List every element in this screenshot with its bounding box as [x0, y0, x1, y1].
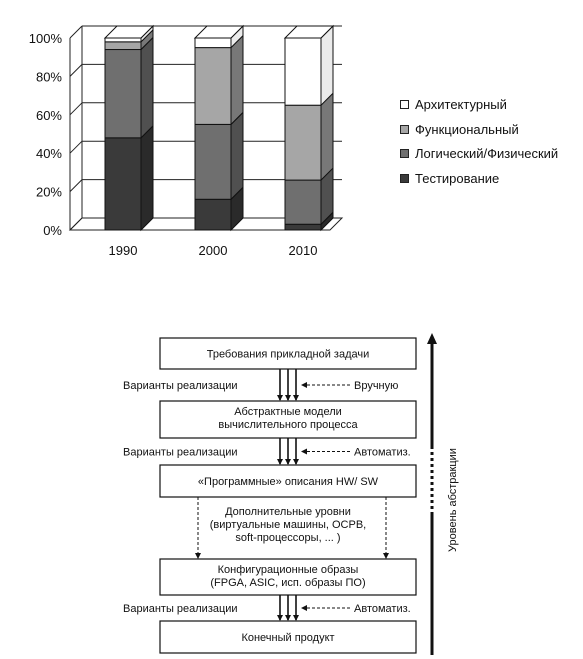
box-label: Абстрактные модели — [234, 406, 342, 418]
right-label: Вручную — [354, 380, 399, 392]
left-label: Варианты реализации — [123, 380, 238, 392]
y-tick-label: 40% — [35, 146, 62, 162]
middle-text: (виртуальные машины, ОСРВ, — [209, 519, 367, 531]
gridline-side — [70, 180, 82, 192]
bar-segment-1990-3 — [105, 38, 141, 42]
legend-label: Тестирование — [415, 170, 500, 186]
bar-segment-2000-0 — [195, 199, 231, 230]
y-tick-label: 100% — [28, 31, 62, 46]
axis-arrowhead — [427, 333, 437, 344]
bar-segment-2010-0 — [285, 224, 321, 230]
legend-swatch — [400, 149, 409, 158]
bar-segment-2010-2 — [285, 105, 321, 180]
right-label: Автоматиз. — [354, 446, 411, 459]
bar-side-2010-3 — [321, 26, 333, 105]
diagram-canvas — [0, 330, 583, 659]
box-label: Конечный продукт — [241, 632, 335, 644]
bar-segment-1990-2 — [105, 42, 141, 50]
legend-item — [400, 92, 558, 117]
left-label: Варианты реализации — [123, 603, 238, 615]
bar-side-2010-2 — [321, 93, 333, 180]
bar-segment-1990-0 — [105, 138, 141, 230]
legend-swatch — [400, 125, 409, 134]
legend-label: Функциональный — [415, 121, 519, 137]
right-label: Автоматиз. — [354, 603, 411, 615]
legend-item — [400, 166, 558, 191]
gridline-side — [70, 64, 82, 76]
chart-legend — [400, 92, 558, 191]
gridline-side — [70, 103, 82, 115]
legend-swatch — [400, 100, 409, 109]
x-tick-label: 2000 — [198, 243, 228, 258]
bar-side-1990-1 — [141, 38, 153, 138]
bar-side-2000-1 — [231, 112, 243, 199]
x-tick-label: 2010 — [288, 243, 318, 258]
legend-item — [400, 117, 558, 142]
bar-segment-2010-3 — [285, 38, 321, 105]
legend-label: Логический/Физический — [415, 146, 559, 162]
stacked-bar-chart — [0, 0, 583, 275]
gridline-side — [70, 141, 82, 153]
left-label: Варианты реализации — [123, 446, 238, 459]
y-tick-label: 80% — [35, 69, 62, 85]
y-tick-label: 0% — [43, 223, 62, 238]
legend-item — [400, 141, 558, 166]
box-label: «Программные» описания HW/ SW — [197, 476, 379, 488]
x-tick-label: 1990 — [108, 243, 138, 258]
abstraction-levels-diagram — [0, 330, 583, 659]
legend-swatch — [400, 174, 409, 183]
bar-segment-2000-3 — [195, 38, 231, 48]
legend-label: Архитектурный — [415, 96, 507, 112]
y-tick-label: 20% — [35, 184, 62, 200]
bar-segment-2000-1 — [195, 124, 231, 199]
bar-side-1990-0 — [141, 126, 153, 230]
gridline-side — [70, 26, 82, 38]
middle-text: Дополнительные уровни — [225, 506, 351, 518]
box-label: Конфигурационные образы — [217, 564, 359, 576]
box-label: вычислительного процесса — [218, 419, 358, 431]
bar-segment-1990-1 — [105, 50, 141, 138]
box-label: (FPGA, ASIC, исп. образы ПО) — [210, 577, 366, 589]
bar-segment-2000-2 — [195, 48, 231, 125]
middle-text: soft-процессоры, ... ) — [235, 532, 341, 544]
y-tick-label: 60% — [35, 107, 62, 123]
axis-label: Уровень абстракции — [447, 448, 459, 552]
box-label: Требования прикладной задачи — [206, 348, 370, 361]
bar-segment-2010-1 — [285, 180, 321, 224]
bar-side-2000-2 — [231, 36, 243, 125]
